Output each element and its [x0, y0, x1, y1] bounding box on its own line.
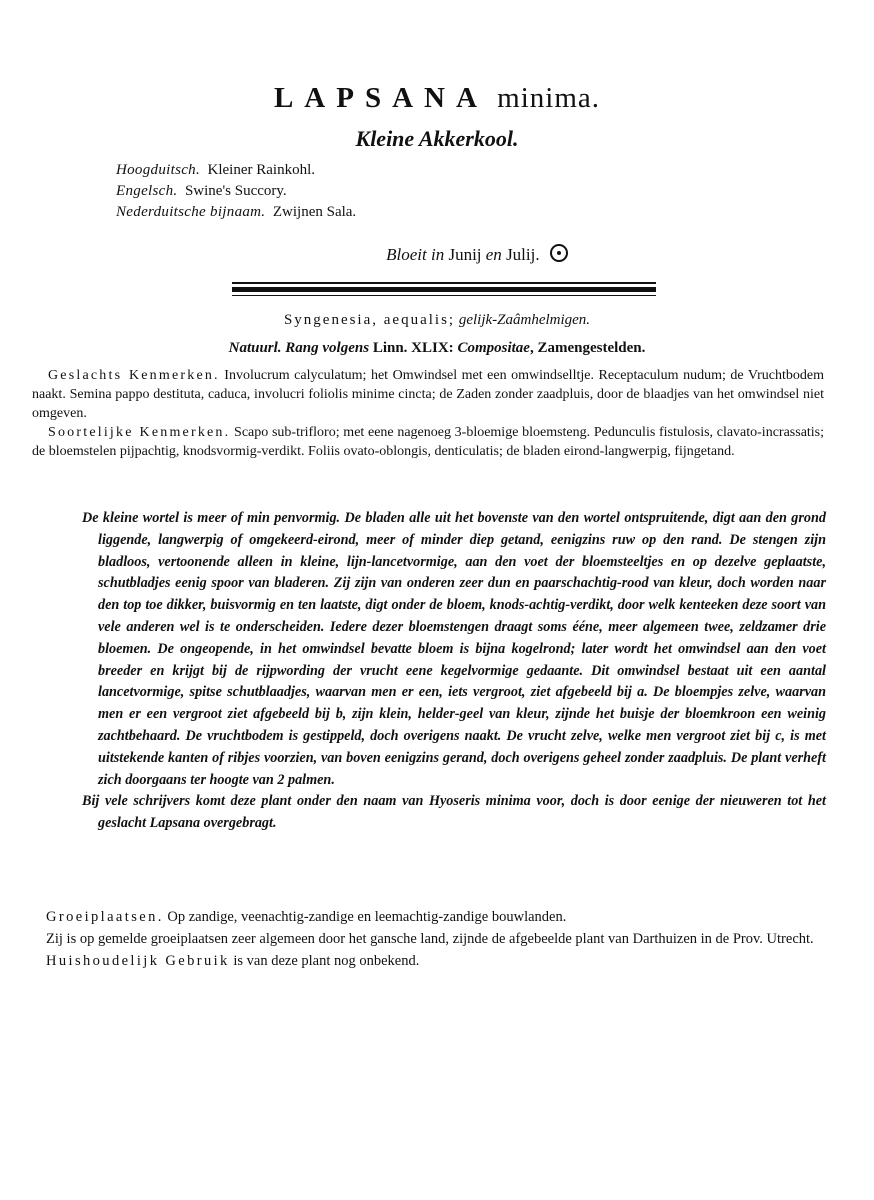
divider-rule — [232, 282, 656, 284]
habitat-detail: Zij is op gemelde groeiplaatsen zeer algemeen door het gansche land, zijnde de afgebeelde plant van Darthuizen in de Prov. Utrecht. — [46, 931, 814, 947]
genus-name: LAPSANA — [273, 82, 488, 114]
section-text: Involucrum calyculatum; het Omwindsel met een omwindselltje. Receptaculum nudum; de Vruchtbodem naakt. Semina pappo destituta, caduca, involucri foliolis minime cincta; de Zaden zonder zaadpluis, door de blaadjes van het omwindsel niet omgeven. — [32, 368, 825, 421]
linnaean-class: Syngenesia, aequalis; — [283, 312, 456, 328]
section-heading: Groeiplaatsen. — [46, 909, 164, 925]
linnaean-class-dutch: gelijk-Zaâmhelmigen. — [458, 312, 591, 328]
page-title — [0, 82, 874, 115]
flowering-month-2: Julij. — [506, 245, 540, 264]
vernacular-name: Kleiner Rainkohl. — [207, 162, 315, 178]
order-label: Natuurl. Rang volgens — [228, 340, 370, 356]
characters-section — [32, 366, 824, 461]
species-name: minima. — [497, 82, 601, 114]
flowering-en: en — [485, 245, 502, 264]
language-label: Nederduitsche bijnaam. — [116, 204, 266, 220]
language-label: Hoogduitsch. — [116, 162, 201, 178]
vernacular-name: Swine's Succory. — [184, 183, 287, 199]
section-text: is van deze plant nog onbekend. — [233, 953, 420, 969]
section-heading: Huishoudelijk Gebruik — [46, 953, 230, 969]
habitat-section — [46, 906, 826, 972]
flowering-month-1: Junij — [448, 245, 482, 264]
dutch-name: Kleine Akkerkool. — [355, 126, 519, 151]
name-row — [116, 202, 356, 223]
divider-rule — [232, 287, 656, 292]
description-paragraph: Bij vele schrijvers komt deze plant onder den naam van Hyoseris minima voor, doch is door eenige der nieuweren tot het geslacht Lapsana overgebragt. — [82, 793, 826, 832]
section-text: Op zandige, veenachtig-zandige en leemachtig-zandige bouwlanden. — [167, 909, 567, 925]
use-line — [46, 950, 826, 972]
annual-symbol-icon — [550, 244, 568, 262]
section-text: Scapo sub-trifloro; met eene nagenoeg 3-bloemige bloemsteng. Pedunculis fistulosis, clavato-incrassatis; de bloemstelen pijpachtig, knodsvormig-verdikt. Foliis ovato-oblongis, denticulatis; de bladen eirond-langwerpig, fijngetand. — [32, 425, 825, 459]
section-heading: Geslachts Kenmerken. — [48, 368, 220, 383]
name-row — [116, 181, 356, 202]
language-label: Engelsch. — [116, 183, 178, 199]
order-family: Compositae — [457, 340, 530, 356]
classification-line — [0, 312, 874, 329]
flowering-line — [0, 244, 874, 265]
vernacular-names — [116, 160, 356, 223]
vernacular-name: Zwijnen Sala. — [272, 204, 357, 220]
natural-order-line — [0, 340, 874, 357]
genus-characters — [32, 366, 824, 423]
order-family-dutch: , Zamengestelden. — [529, 340, 646, 356]
section-heading: Soortelijke Kenmerken. — [48, 425, 231, 440]
name-row — [116, 160, 356, 181]
divider-rule — [232, 295, 656, 296]
habitat-line — [46, 906, 826, 928]
description-paragraph: De kleine wortel is meer of min penvormig. De bladen alle uit het bovenste van den wortel ontspruitende, digt aan den grond liggende, langwerpig of omgekeerd-eirond, meer of minder diep getand, eenigzins ruw op den rand. De stengen zijn bladloos, vertoonende alleen in kleine, lijn-lancetvormige, aan den voet der bloemsteeltjes en op dezelve geplaatste, schutbladjes eenig spoor van bladeren. Zij zijn van onderen zeer dun en paarschachtig-rood van kleur, doch worden naar den top toe dikker, buisvormig en ten laatste, digt onder de bloem, knods-achtig-verdikt, door welk kenteeken deze soort van vele anderen wel is te onderscheiden. Iedere dezer bloemstengen draagt soms ééne, meer algemeen twee, zeldzamer drie bloemen. De ongeopende, in het omwindsel bevatte bloem is bijna kogelrond; later wordt het omwindsel aan den voet breeder en krijgt bij de rijpwording der vrucht eene kegelvormige gedaante. Dit omwindsel bestaat uit een aantal lancetvormige, spitse schutblaadjes, waarvan men er een, iets vergroot, ziet afgebeeld bij a. De bloempjes zelve, waarvan men er een vergroot ziet afgebeeld bij b, zijn klein, helder-geel van kleur, zijnde het buisje der bloemkroon een weinig zachtbehaard. De vruchtbodem is gestippeld, doch overigens naakt. De vrucht zelve, welke men vergroot ziet bij c, is met uitstekende kanten of ribjes voorzien, van boven eenigzins gerand, doch overigens geheel zonder zaadpluis. De plant verheft zich doorgaans ter hoogte van 2 palmen. — [82, 510, 826, 788]
plant-description — [82, 508, 826, 835]
flowering-label: Bloeit in — [386, 245, 445, 264]
linnaeus-ref: Linn. — [372, 340, 408, 356]
species-characters — [32, 423, 824, 461]
order-number: XLIX: — [411, 340, 454, 356]
